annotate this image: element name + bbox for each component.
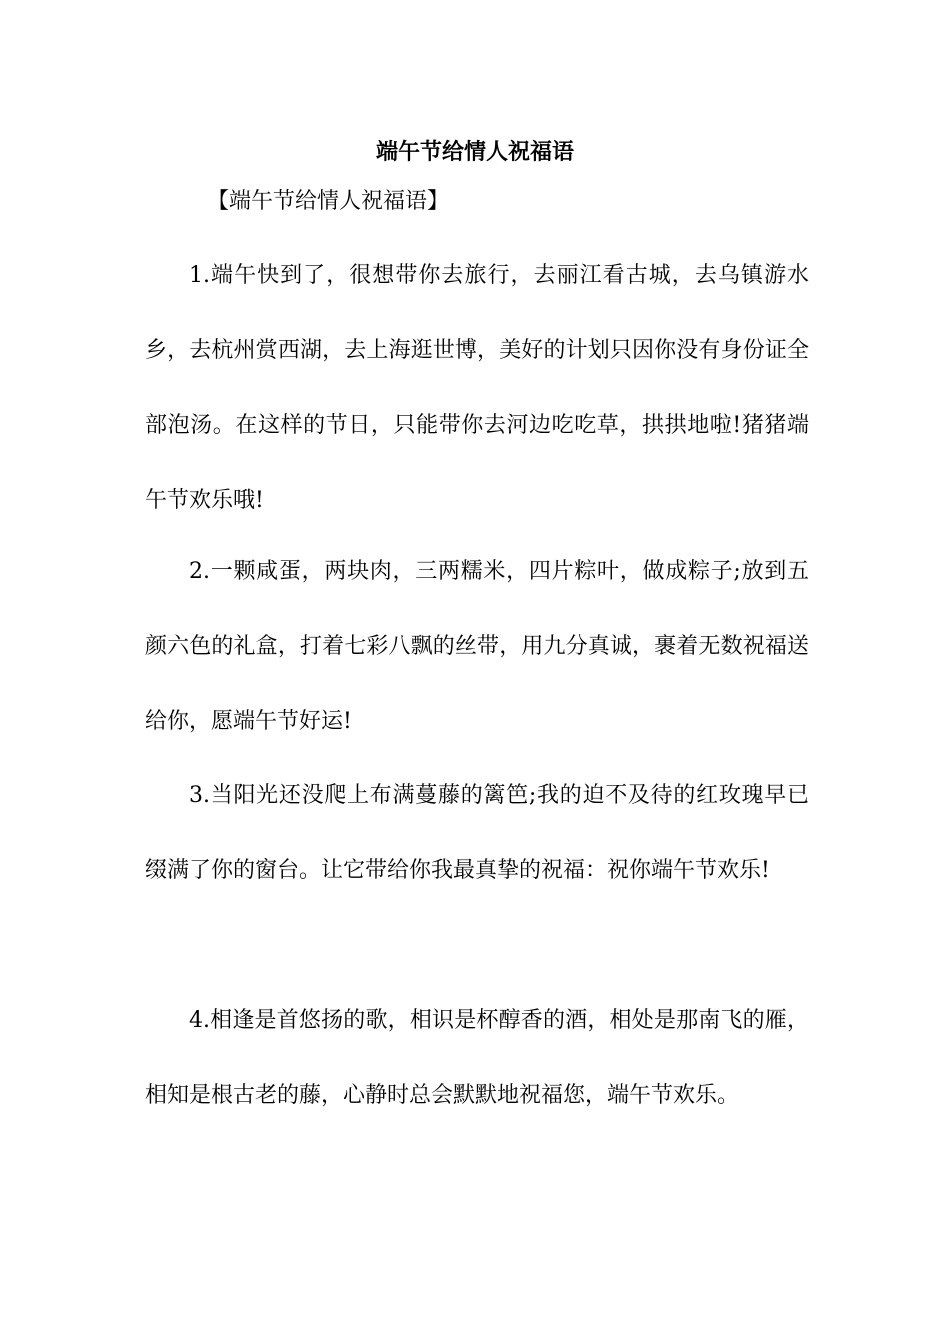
paragraph-4: 4.相逢是首悠扬的歌，相识是杯醇香的酒，相处是那南飞的雁，相知是根古老的藤，心静时总会默默地祝福您，端午节欢乐。 xyxy=(145,1008,809,1108)
page-title: 端午节给情人祝福语 xyxy=(375,139,574,165)
paragraph-1: 1.端午快到了，很想带你去旅行，去丽江看古城，去乌镇游水乡，去杭州赏西湖，去上海逛世博，美好的计划只因你没有身份证全部泡汤。在这样的节日，只能带你去河边吃吃草，拱拱地啦!猪猪端午节欢乐哦! xyxy=(145,263,809,513)
paragraph-2: 2.一颗咸蛋，两块肉，三两糯米，四片粽叶，做成粽子;放到五颜六色的礼盒，打着七彩八飘的丝带，用九分真诚，裹着无数祝福送给你，愿端午节好运! xyxy=(145,559,809,734)
section-heading: 【端午节给情人祝福语】 xyxy=(207,189,450,214)
paragraph-3: 3.当阳光还没爬上布满蔓藤的篱笆;我的迫不及待的红玫瑰早已缀满了你的窗台。让它带给你我最真挚的祝福：祝你端午节欢乐! xyxy=(145,783,809,883)
